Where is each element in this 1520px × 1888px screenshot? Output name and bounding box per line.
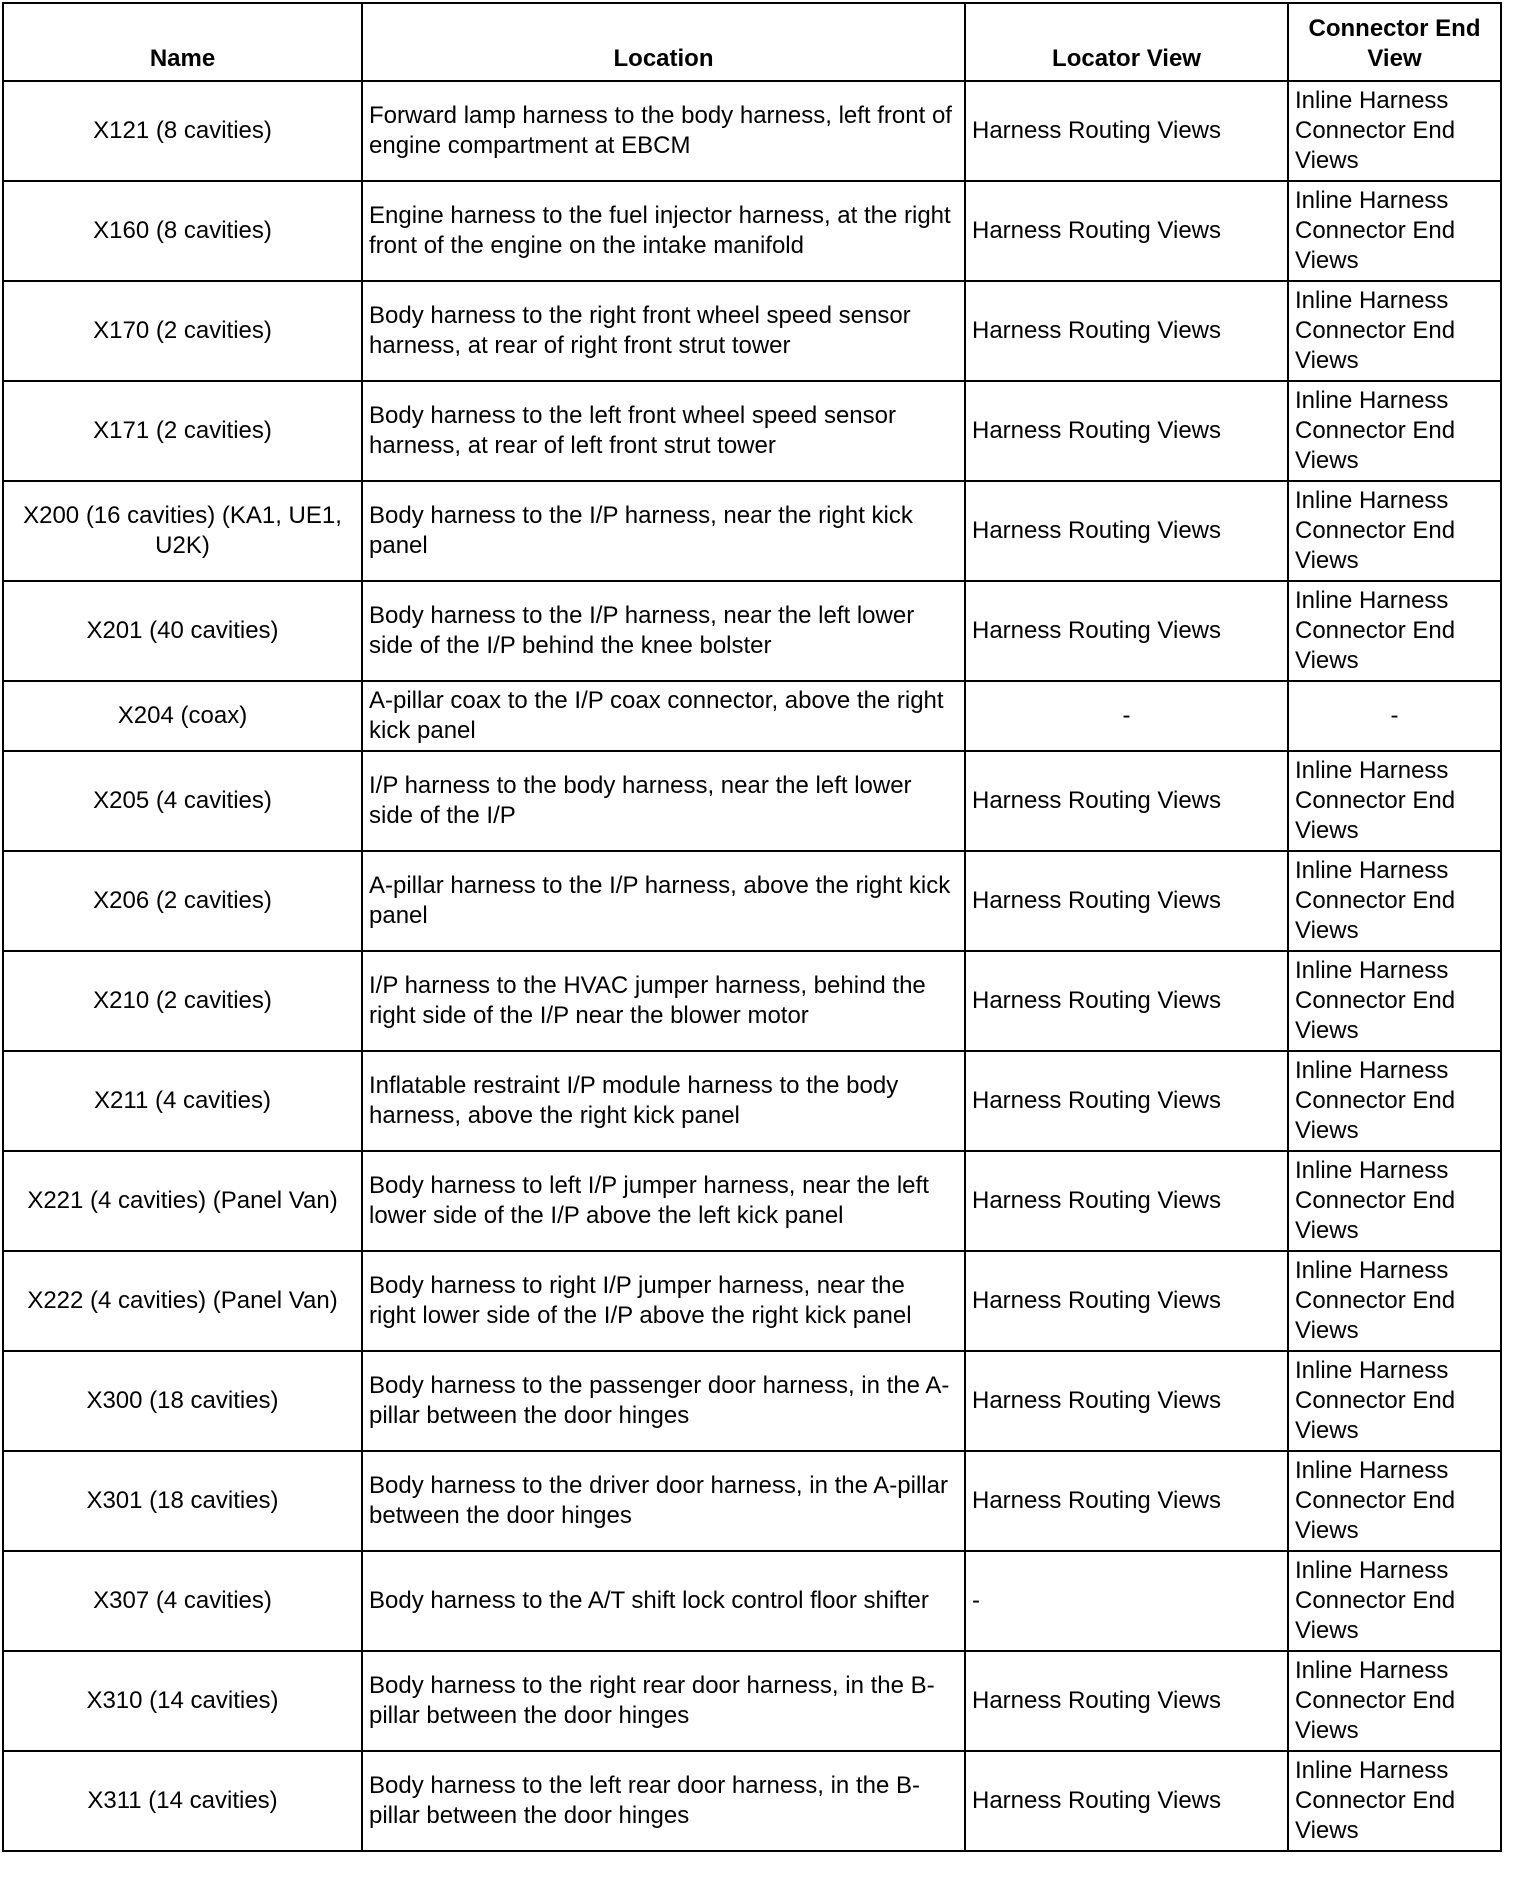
cell-name: X205 (4 cavities): [3, 751, 362, 851]
cell-connector-end-view: Inline Harness Connector End Views: [1288, 1151, 1501, 1251]
cell-locator-view: Harness Routing Views: [965, 951, 1288, 1051]
cell-name: X160 (8 cavities): [3, 181, 362, 281]
cell-locator-view: Harness Routing Views: [965, 381, 1288, 481]
cell-location: I/P harness to the body harness, near the left lower side of the I/P: [362, 751, 965, 851]
cell-location: A-pillar coax to the I/P coax connector, above the right kick panel: [362, 681, 965, 751]
cell-connector-end-view: Inline Harness Connector End Views: [1288, 381, 1501, 481]
header-connector-end-view: Connector End View: [1288, 3, 1501, 81]
cell-locator-view: -: [965, 681, 1288, 751]
cell-location: Inflatable restraint I/P module harness to the body harness, above the right kick panel: [362, 1051, 965, 1151]
cell-name: X300 (18 cavities): [3, 1351, 362, 1451]
cell-connector-end-view: Inline Harness Connector End Views: [1288, 1351, 1501, 1451]
cell-locator-view: Harness Routing Views: [965, 1351, 1288, 1451]
cell-connector-end-view: -: [1288, 681, 1501, 751]
cell-locator-view: Harness Routing Views: [965, 281, 1288, 381]
table-row: [3, 1751, 1501, 1851]
table-row: [3, 281, 1501, 381]
table-row: [3, 751, 1501, 851]
table-row: [3, 1351, 1501, 1451]
cell-locator-view: Harness Routing Views: [965, 1151, 1288, 1251]
table-row: [3, 581, 1501, 681]
table-row: [3, 951, 1501, 1051]
cell-connector-end-view: Inline Harness Connector End Views: [1288, 481, 1501, 581]
cell-connector-end-view: Inline Harness Connector End Views: [1288, 1751, 1501, 1851]
cell-location: Body harness to the right front wheel speed sensor harness, at rear of right front strut tower: [362, 281, 965, 381]
cell-connector-end-view: Inline Harness Connector End Views: [1288, 1451, 1501, 1551]
cell-name: X201 (40 cavities): [3, 581, 362, 681]
header-locator-view: Locator View: [965, 3, 1288, 81]
cell-name: X221 (4 cavities) (Panel Van): [3, 1151, 362, 1251]
table-row: [3, 1551, 1501, 1651]
cell-location: I/P harness to the HVAC jumper harness, behind the right side of the I/P near the blower motor: [362, 951, 965, 1051]
table-row: [3, 1251, 1501, 1351]
cell-location: Body harness to the left rear door harness, in the B-pillar between the door hinges: [362, 1751, 965, 1851]
cell-location: Forward lamp harness to the body harness, left front of engine compartment at EBCM: [362, 81, 965, 181]
cell-locator-view: Harness Routing Views: [965, 481, 1288, 581]
cell-name: X200 (16 cavities) (KA1, UE1, U2K): [3, 481, 362, 581]
table-row: [3, 1051, 1501, 1151]
cell-connector-end-view: Inline Harness Connector End Views: [1288, 1651, 1501, 1751]
cell-name: X210 (2 cavities): [3, 951, 362, 1051]
cell-location: Body harness to the I/P harness, near the left lower side of the I/P behind the knee bolster: [362, 581, 965, 681]
cell-name: X301 (18 cavities): [3, 1451, 362, 1551]
cell-connector-end-view: Inline Harness Connector End Views: [1288, 581, 1501, 681]
cell-locator-view: Harness Routing Views: [965, 1651, 1288, 1751]
connector-table: [2, 2, 1502, 1852]
cell-locator-view: Harness Routing Views: [965, 751, 1288, 851]
cell-location: Body harness to left I/P jumper harness, near the left lower side of the I/P above the left kick panel: [362, 1151, 965, 1251]
table-row: [3, 1451, 1501, 1551]
cell-location: Body harness to the driver door harness, in the A-pillar between the door hinges: [362, 1451, 965, 1551]
cell-name: X204 (coax): [3, 681, 362, 751]
header-location: Location: [362, 3, 965, 81]
cell-locator-view: Harness Routing Views: [965, 1751, 1288, 1851]
table-row: [3, 381, 1501, 481]
cell-location: Body harness to the left front wheel speed sensor harness, at rear of left front strut tower: [362, 381, 965, 481]
table-row: [3, 481, 1501, 581]
cell-connector-end-view: Inline Harness Connector End Views: [1288, 281, 1501, 381]
table-row: [3, 851, 1501, 951]
table-body: [3, 81, 1501, 1851]
cell-locator-view: Harness Routing Views: [965, 851, 1288, 951]
cell-name: X311 (14 cavities): [3, 1751, 362, 1851]
cell-name: X206 (2 cavities): [3, 851, 362, 951]
cell-name: X121 (8 cavities): [3, 81, 362, 181]
cell-location: Body harness to the passenger door harness, in the A-pillar between the door hinges: [362, 1351, 965, 1451]
cell-name: X211 (4 cavities): [3, 1051, 362, 1151]
table-row: [3, 681, 1501, 751]
table-row: [3, 81, 1501, 181]
cell-name: X310 (14 cavities): [3, 1651, 362, 1751]
cell-location: Body harness to the A/T shift lock control floor shifter: [362, 1551, 965, 1651]
cell-locator-view: Harness Routing Views: [965, 1051, 1288, 1151]
cell-locator-view: -: [965, 1551, 1288, 1651]
cell-locator-view: Harness Routing Views: [965, 1451, 1288, 1551]
cell-locator-view: Harness Routing Views: [965, 581, 1288, 681]
cell-connector-end-view: Inline Harness Connector End Views: [1288, 181, 1501, 281]
cell-connector-end-view: Inline Harness Connector End Views: [1288, 951, 1501, 1051]
cell-name: X222 (4 cavities) (Panel Van): [3, 1251, 362, 1351]
cell-location: A-pillar harness to the I/P harness, above the right kick panel: [362, 851, 965, 951]
header-name: Name: [3, 3, 362, 81]
cell-connector-end-view: Inline Harness Connector End Views: [1288, 1051, 1501, 1151]
cell-location: Body harness to right I/P jumper harness, near the right lower side of the I/P above the right kick panel: [362, 1251, 965, 1351]
cell-location: Body harness to the right rear door harness, in the B-pillar between the door hinges: [362, 1651, 965, 1751]
cell-location: Body harness to the I/P harness, near the right kick panel: [362, 481, 965, 581]
cell-connector-end-view: Inline Harness Connector End Views: [1288, 1251, 1501, 1351]
cell-connector-end-view: Inline Harness Connector End Views: [1288, 1551, 1501, 1651]
table-row: [3, 181, 1501, 281]
cell-name: X171 (2 cavities): [3, 381, 362, 481]
cell-name: X307 (4 cavities): [3, 1551, 362, 1651]
cell-location: Engine harness to the fuel injector harness, at the right front of the engine on the intake manifold: [362, 181, 965, 281]
table-row: [3, 1651, 1501, 1751]
cell-connector-end-view: Inline Harness Connector End Views: [1288, 81, 1501, 181]
table-row: [3, 1151, 1501, 1251]
cell-locator-view: Harness Routing Views: [965, 1251, 1288, 1351]
cell-locator-view: Harness Routing Views: [965, 181, 1288, 281]
cell-name: X170 (2 cavities): [3, 281, 362, 381]
cell-connector-end-view: Inline Harness Connector End Views: [1288, 751, 1501, 851]
cell-locator-view: Harness Routing Views: [965, 81, 1288, 181]
header-row: [3, 3, 1501, 81]
cell-connector-end-view: Inline Harness Connector End Views: [1288, 851, 1501, 951]
